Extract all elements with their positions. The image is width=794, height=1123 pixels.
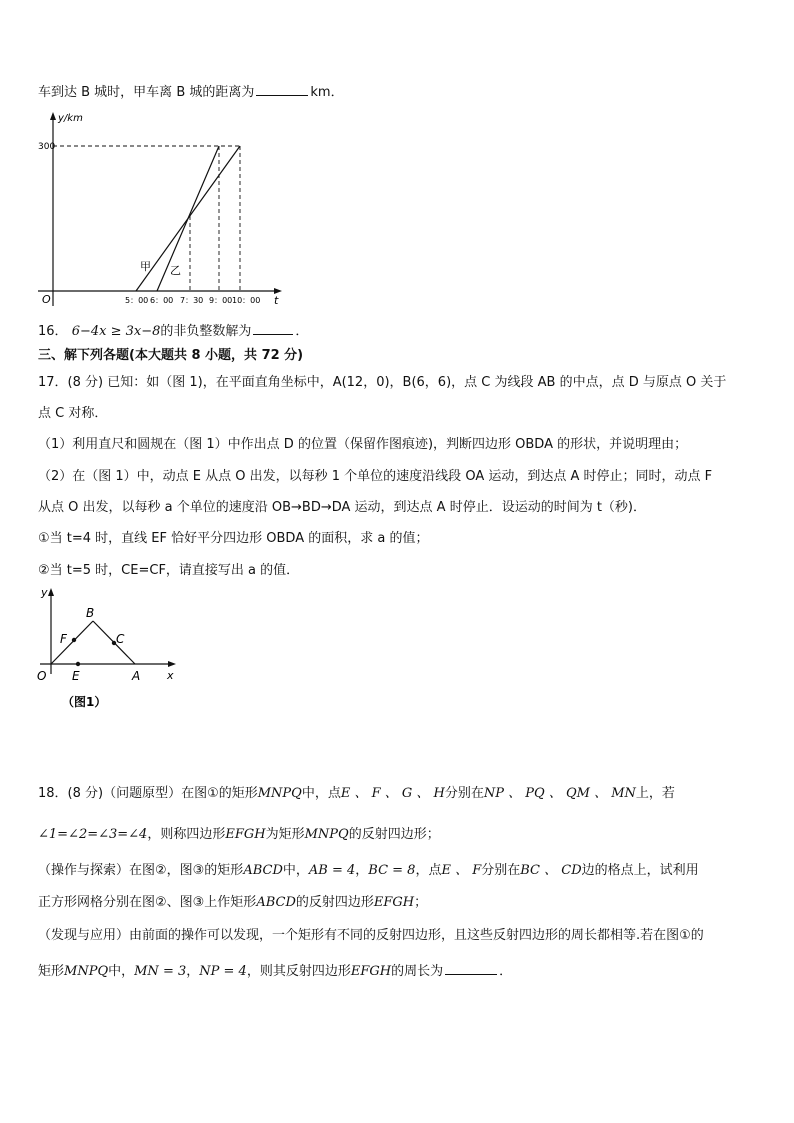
q15-tail: 车到达 B 城时，甲车离 B 城的距离为 km． <box>38 85 344 100</box>
y-axis-label: y/km <box>58 113 83 124</box>
fig1-y-arrow <box>48 588 54 596</box>
fig1-F: F <box>60 632 67 646</box>
x-tick-1: 6：00 <box>150 296 174 305</box>
line-yi <box>157 146 219 291</box>
q18-line6: 矩形MNPQ中，MN = 3，NP = 4，则其反射四边形EFGH的周长为 ． <box>38 964 513 979</box>
q18-line2: ∠1=∠2=∠3=∠4，则称四边形EFGH为矩形MNPQ的反射四边形； <box>38 827 440 842</box>
fig1-y-label: y <box>41 586 48 599</box>
point-F <box>72 638 76 642</box>
answer-blank[interactable] <box>253 322 293 335</box>
y-tick-300: 300 <box>38 142 56 152</box>
x-tick-4: 10：00 <box>232 296 261 305</box>
q18-line5: （发现与应用）由前面的操作可以发现，一个矩形有不同的反射四边形，且这些反射四边形的周长都相等.若在图①的 <box>38 928 704 943</box>
section-title: 三、解下列各题(本大题共 8 小题，共 72 分) <box>38 348 304 363</box>
x-tick-2: 7：30 <box>180 296 204 305</box>
fig1-O: O <box>37 669 47 683</box>
q17-line2: 点 C 对称． <box>38 406 108 421</box>
label-yi: 乙 <box>170 264 181 277</box>
figure-1 <box>34 584 184 714</box>
q17-part1: （1）利用直尺和圆规在（图 1）中作出点 D 的位置（保留作图痕迹)，判断四边形 OBDA 的形状，并说明理由； <box>38 437 688 452</box>
fig1-caption: （图1） <box>62 695 107 709</box>
point-E <box>76 662 80 666</box>
q17-sub1: ①当 t=4 时，直线 EF 恰好平分四边形 OBDA 的面积，求 a 的值； <box>38 531 429 546</box>
fig1-A: A <box>132 669 141 683</box>
fig1-C: C <box>116 632 125 646</box>
x-axis-label: t <box>274 294 279 307</box>
fig1-E: E <box>72 669 80 683</box>
q16: 16． 6−4x ≥ 3x−8的非负整数解为 ． <box>38 324 309 339</box>
fig1-B: B <box>86 606 95 620</box>
segment-OB <box>51 621 93 664</box>
q18-line4: 正方形网格分别在图②、图③上作矩形ABCD的反射四边形EFGH； <box>38 895 428 910</box>
q17-part2b: 从点 O 出发，以每秒 a 个单位的速度沿 OB→BD→DA 运动，到达点 A 时停止．设运动的时间为 t（秒)． <box>38 500 646 515</box>
answer-blank[interactable] <box>256 83 308 96</box>
q18-line1: 18．(8 分)（问题原型）在图①的矩形MNPQ中，点E 、 F 、 G 、 H分别在NP 、 PQ 、 QM 、 MN上，若 <box>38 786 675 801</box>
origin-label: O <box>42 293 51 306</box>
q18-line3: （操作与探索）在图②，图③的矩形ABCD中，AB = 4，BC = 8，点E 、 F分别在BC 、 CD边的格点上，试利用 <box>38 863 699 878</box>
x-tick-3: 9：00 <box>209 296 233 305</box>
fig1-x-label: x <box>167 669 174 682</box>
q17-line1: 17．(8 分) 已知：如（图 1)，在平面直角坐标中，A(12，0)，B(6，6)，点 C 为线段 AB 的中点，点 D 与原点 O 关于 <box>38 375 727 390</box>
answer-blank[interactable] <box>445 962 497 975</box>
label-jia: 甲 <box>140 260 151 273</box>
q17-sub2: ②当 t=5 时，CE=CF，请直接写出 a 的值． <box>38 563 300 578</box>
distance-time-graph <box>28 108 298 314</box>
q17-part2a: （2）在（图 1）中，动点 E 从点 O 出发，以每秒 1 个单位的速度沿线段 OA 运动，到达点 A 时停止；同时，动点 F <box>38 469 713 484</box>
x-tick-0: 5：00 <box>125 296 149 305</box>
fig1-x-arrow <box>168 661 176 667</box>
y-axis-arrow <box>50 112 56 120</box>
